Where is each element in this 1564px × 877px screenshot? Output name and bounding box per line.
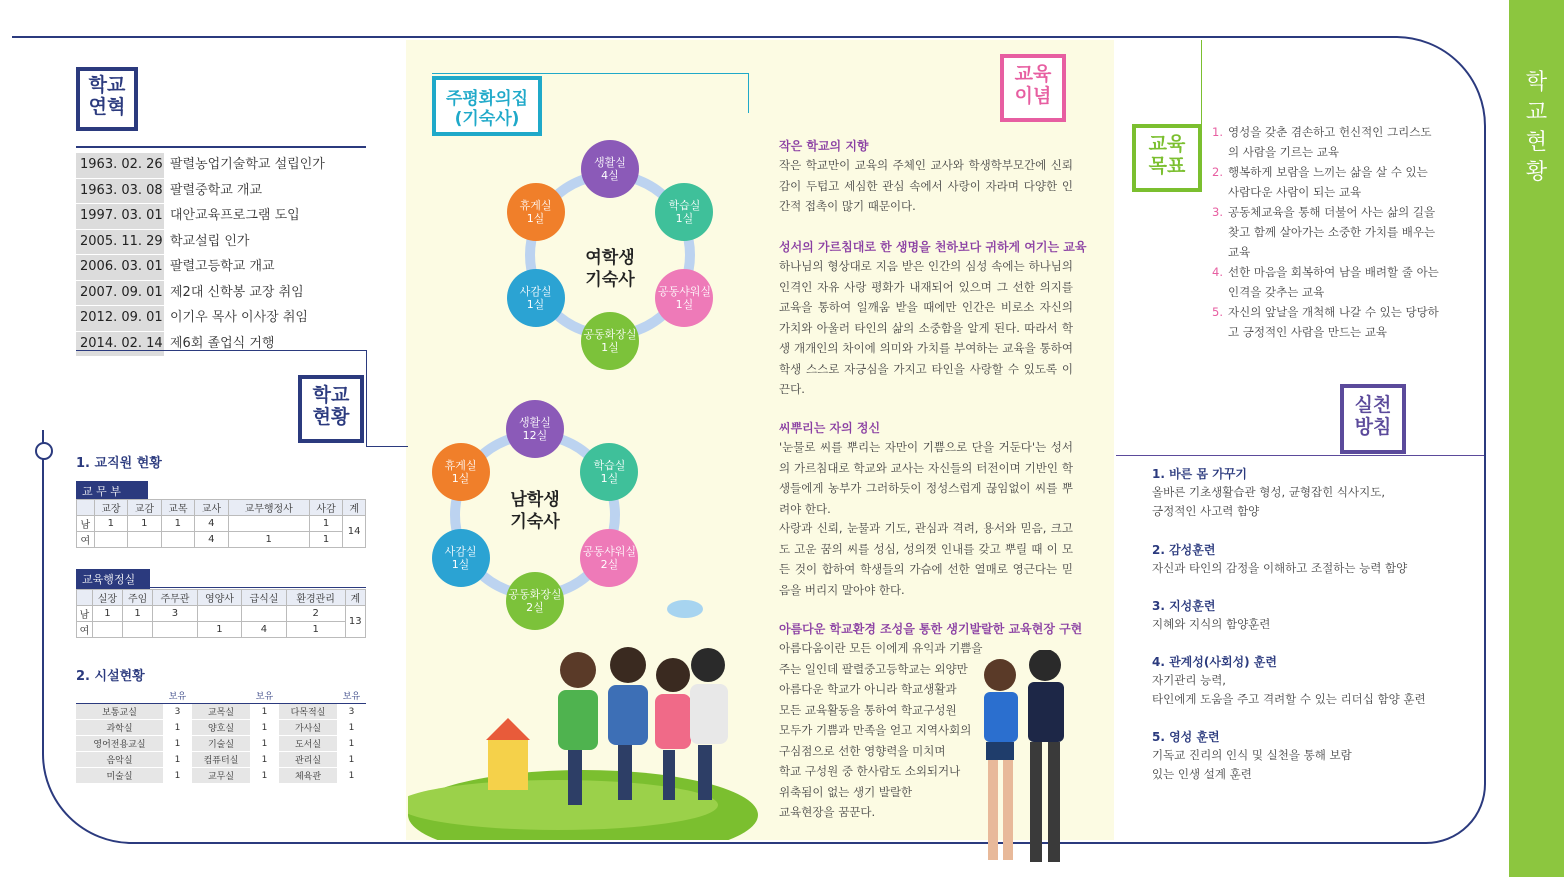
boy-head-icon <box>1029 650 1061 681</box>
history-text: 이기우 목사 이사장 취임 <box>170 310 308 325</box>
girl-head-icon <box>984 659 1016 691</box>
practice-item-text <box>1152 746 1352 784</box>
practice-item-title: 4. 관계성(사회성) 훈련 <box>1152 655 1277 669</box>
goal-number: 2. <box>1212 165 1223 179</box>
dorm-title-line2: (기숙사) <box>454 108 520 129</box>
dorm-room-node <box>581 312 639 370</box>
table-cell: 4 <box>242 622 287 638</box>
facility-count: 1 <box>250 736 279 752</box>
dorm-room-name: 사감실 <box>519 284 552 298</box>
facility-row <box>76 768 366 784</box>
dorm-room-label <box>583 328 636 354</box>
frame-dot <box>35 442 53 460</box>
facility-header: 보유 <box>337 688 366 704</box>
table-cell: 1 <box>92 606 122 622</box>
table-cell: 1 <box>286 622 345 638</box>
couple-illustration <box>970 650 1080 877</box>
ideology-title-line2: 이념 <box>1014 84 1052 107</box>
dorm-room-name: 공동화장실 <box>508 587 562 601</box>
girls-center-label <box>572 247 648 291</box>
sidebar-title-char: 현 <box>1525 130 1548 155</box>
teachers-tag: 교 무 부 <box>76 481 148 501</box>
table-header: 주임 <box>123 590 153 606</box>
table-header: 교감 <box>128 500 162 516</box>
practice-item-title: 5. 영성 훈련 <box>1152 730 1220 744</box>
table-cell <box>153 622 198 638</box>
practice-line: 자기관리 능력, <box>1152 673 1226 687</box>
sidebar-title-char: 황 <box>1525 160 1548 185</box>
ideology-line: 모든 교육활동을 통하여 학교구성원 <box>779 702 957 717</box>
dorm-room-name: 공동샤워실 <box>657 284 712 298</box>
facility-name: 컴퓨터실 <box>192 752 250 768</box>
dorm-room-count: 1실 <box>601 341 619 354</box>
dorm-room-label <box>669 199 701 225</box>
ideology-title-3: 씨뿌리는 자의 정신 <box>779 421 881 435</box>
history-row <box>76 281 366 307</box>
table-header: 주무관 <box>153 590 198 606</box>
table-header: 급식실 <box>242 590 287 606</box>
table-header: 교목 <box>161 500 195 516</box>
dorm-room-label <box>519 416 551 442</box>
practice-item-title: 1. 바른 몸 가꾸기 <box>1152 467 1247 481</box>
facility-name: 양호실 <box>192 720 250 736</box>
practice-item-text <box>1152 615 1270 634</box>
admin-tag-line <box>76 587 366 588</box>
practice-item-title: 2. 감성훈련 <box>1152 543 1216 557</box>
dorm-room-count: 1실 <box>451 558 470 571</box>
history-title-box <box>76 67 138 131</box>
practice-line: 타인에게 도움을 주고 격려할 수 있는 리더십 함양 훈련 <box>1152 692 1426 706</box>
sidebar-title-char: 교 <box>1525 100 1548 125</box>
goals-connector <box>1201 40 1202 125</box>
history-date: 2007. 09. 01 <box>76 281 164 306</box>
goals-title-line1: 교육 <box>1148 133 1186 155</box>
dorm-room-node <box>581 140 639 198</box>
facility-table <box>76 688 366 784</box>
goal-text: 행복하게 보람을 느끼는 삶을 살 수 있는 사람다운 사람이 되는 교육 <box>1228 165 1428 199</box>
practice-item-text <box>1152 559 1407 578</box>
boys-center-line2: 기숙사 <box>510 512 560 533</box>
table-cell: 3 <box>153 606 198 622</box>
facility-count: 3 <box>337 704 366 720</box>
frame-left-line <box>42 450 44 750</box>
row-label: 남 <box>77 516 95 532</box>
table-total: 13 <box>345 606 365 638</box>
girls-center-line1: 여학생 <box>585 248 635 268</box>
goal-number: 4. <box>1212 265 1223 279</box>
table-header: 실장 <box>92 590 122 606</box>
student-head-icon <box>560 652 596 688</box>
dorm-room-name: 사감실 <box>444 544 477 558</box>
table-row <box>77 622 366 638</box>
ideology-line: 위축됨이 없는 생기 발랄한 <box>779 784 913 799</box>
table-cell: 2 <box>286 606 345 622</box>
table-cell: 1 <box>309 516 343 532</box>
frame-top-line <box>12 36 52 38</box>
table-cell: 1 <box>128 516 162 532</box>
history-text: 대안교육프로그램 도입 <box>170 208 300 223</box>
history-row <box>76 179 366 205</box>
history-connector <box>366 350 367 446</box>
history-row <box>76 153 366 179</box>
ideology-text-3: '눈물로 씨를 뿌리는 자만이 기쁨으로 단을 거둔다'는 성서의 가르침대로 학교와 교사는 자신들의 터전이며 기반인 학생들에게 농부가 그러하듯이 정성스럽게 끊임없이 씨를 뿌려야 한다. <box>779 440 1073 516</box>
history-row <box>76 306 366 332</box>
table-cell: 1 <box>309 532 343 548</box>
facility-name: 도서실 <box>279 736 337 752</box>
history-date: 2005. 11. 29 <box>76 230 164 255</box>
status-title-line1: 학교 <box>312 384 350 406</box>
dorm-room-name: 생활실 <box>519 415 551 429</box>
dorm-room-node <box>507 183 565 241</box>
facility-header: 보유 <box>163 688 192 704</box>
ideology-text-3b: 사랑과 신뢰, 눈물과 기도, 관심과 격려, 용서와 믿음, 크고도 고운 꿈의 씨를 성심, 성의껏 인내를 갖고 뿌릴 때 이 모든 것이 합하여 학생들의 가슴에 선한 열매로 영근다는 믿음을 버리지 말아야 한다. <box>779 521 1073 597</box>
practice-line: 자신과 타인의 감정을 이해하고 조절하는 능력 함양 <box>1152 561 1408 575</box>
table-cell <box>94 532 128 548</box>
history-row <box>76 332 366 358</box>
dorm-room-count: 1실 <box>675 298 694 311</box>
facility-row <box>76 736 366 752</box>
dorm-room-name: 휴게실 <box>444 458 477 472</box>
ideology-title-4: 아름다운 학교환경 조성을 통한 생기발랄한 교육현장 구현 <box>779 622 1083 636</box>
dorm-room-label <box>594 459 626 485</box>
goal-text: 선한 마음을 회복하여 남을 배려할 줄 아는 인격을 갖추는 교육 <box>1228 265 1439 299</box>
ideology-line: 모두가 기쁨과 만족을 얻고 지역사회의 <box>779 723 972 737</box>
table-header <box>77 590 93 606</box>
facility-name: 미술실 <box>76 768 163 784</box>
facility-row <box>76 720 366 736</box>
facility-name: 교무실 <box>192 768 250 784</box>
practice-item-text <box>1152 483 1385 521</box>
table-cell <box>92 622 122 638</box>
goal-item <box>1212 302 1442 342</box>
status-connector <box>366 446 408 447</box>
history-text: 팔렬중학교 개교 <box>170 182 263 198</box>
history-date: 2006. 03. 01 <box>76 255 164 280</box>
ideology-line: 아름다운 학교가 아니라 학교생활과 <box>779 682 957 696</box>
dorm-room-count: 12실 <box>522 429 548 442</box>
table-total: 14 <box>343 516 366 548</box>
facility-name: 과학실 <box>76 720 163 736</box>
dorm-room-label <box>520 285 552 311</box>
facility-header-blank <box>192 688 250 704</box>
goal-item <box>1212 162 1442 202</box>
goal-number: 3. <box>1212 205 1223 219</box>
cloud-icon <box>665 595 705 620</box>
girls-center-line2: 기숙사 <box>585 270 635 291</box>
dorm-room-count: 1실 <box>600 472 619 485</box>
history-text: 팔렬농업기술학교 설립인가 <box>170 157 325 172</box>
table-cell <box>161 532 195 548</box>
boys-center-line1: 남학생 <box>510 490 560 510</box>
row-label: 남 <box>77 606 93 622</box>
dorm-title-box <box>432 76 542 136</box>
row-label: 여 <box>77 622 93 638</box>
table-header: 환경관리 <box>286 590 345 606</box>
goals-title-line2: 목표 <box>1148 154 1186 177</box>
history-row <box>76 230 366 256</box>
table-cell: 4 <box>195 532 229 548</box>
history-date: 2012. 09. 01 <box>76 306 164 331</box>
facility-count: 1 <box>250 720 279 736</box>
table-row <box>77 516 366 532</box>
table-row <box>77 606 366 622</box>
dorm-room-name: 생활실 <box>594 155 626 169</box>
history-row <box>76 255 366 281</box>
facility-count: 1 <box>163 736 192 752</box>
dorm-room-count: 1실 <box>451 472 470 485</box>
school-building-icon <box>488 740 528 790</box>
dorm-room-count: 1실 <box>675 212 694 225</box>
facility-header: 보유 <box>250 688 279 704</box>
sidebar-title <box>1509 68 1564 188</box>
dorm-room-count: 2실 <box>526 601 544 614</box>
table-cell <box>128 532 162 548</box>
history-text: 제2대 신학봉 교장 취임 <box>170 284 304 300</box>
table-header <box>77 500 95 516</box>
table-cell <box>242 606 287 622</box>
table-cell <box>123 622 153 638</box>
ideology-title-box <box>1000 54 1066 122</box>
table-header: 교무행정사 <box>228 500 309 516</box>
dorm-room-label <box>445 459 477 485</box>
goal-text: 영성을 갖춘 겸손하고 헌신적인 그리스도의 사람을 기르는 교육 <box>1228 125 1432 159</box>
facility-count: 1 <box>163 768 192 784</box>
ideology-line: 아름다움이란 모든 이에게 유익과 기쁨을 <box>779 641 983 655</box>
sidebar <box>1509 0 1564 877</box>
facility-count: 1 <box>250 768 279 784</box>
facility-name: 기술실 <box>192 736 250 752</box>
history-title-line1: 학교 <box>88 74 126 96</box>
facility-name: 가사실 <box>279 720 337 736</box>
goal-number: 5. <box>1212 305 1223 319</box>
facility-name: 영어전용교실 <box>76 736 163 752</box>
table-header: 계 <box>343 500 366 516</box>
goals-list <box>1212 122 1442 342</box>
dorm-room-name: 공동샤워실 <box>582 544 637 558</box>
facility-name: 음악실 <box>76 752 163 768</box>
dorm-room-name: 학습실 <box>668 198 701 212</box>
history-date: 1963. 03. 08 <box>76 179 164 204</box>
history-row <box>76 204 366 230</box>
history-date: 1997. 03. 01 <box>76 204 164 229</box>
table-header: 교장 <box>94 500 128 516</box>
history-divider <box>76 146 366 148</box>
facility-name: 다목적실 <box>279 704 337 720</box>
practice-line: 지혜와 지식의 함양훈련 <box>1152 617 1271 631</box>
history-title-line2: 연혁 <box>88 95 126 118</box>
practice-line: 기독교 진리의 인식 및 실천을 통해 보람 <box>1152 748 1352 762</box>
ideology-title-line1: 교육 <box>1014 63 1052 85</box>
table-cell: 1 <box>228 532 309 548</box>
dorm-room-label <box>583 545 636 571</box>
teachers-table <box>76 499 366 548</box>
status-title-line2: 현황 <box>312 405 350 428</box>
table-cell: 4 <box>195 516 229 532</box>
dorm-room-count: 1실 <box>526 298 545 311</box>
ideology-title-2: 성서의 가르침대로 한 생명을 천하보다 귀하게 여기는 교육 <box>779 240 1087 254</box>
goal-item <box>1212 202 1442 262</box>
facility-name: 체육관 <box>279 768 337 784</box>
table-header: 계 <box>345 590 365 606</box>
facility-count: 1 <box>163 720 192 736</box>
dorm-room-label <box>658 285 711 311</box>
dorm-room-count: 1실 <box>526 212 545 225</box>
goal-item <box>1212 122 1442 162</box>
facility-row <box>76 752 366 768</box>
practice-line: 올바른 기초생활습관 형성, 균형잡힌 식사지도, <box>1152 485 1386 499</box>
status-title-box <box>298 375 364 443</box>
dorm-room-node <box>506 400 564 458</box>
facility-heading: 2. 시설현황 <box>76 669 145 684</box>
facility-count: 1 <box>250 752 279 768</box>
dorm-line-right <box>748 73 749 113</box>
facility-name: 관리실 <box>279 752 337 768</box>
ideology-line: 교육현장을 꿈꾼다. <box>779 805 876 819</box>
dorm-room-name: 휴게실 <box>519 198 552 212</box>
dorm-room-count: 4실 <box>601 169 619 182</box>
practice-title-box <box>1340 384 1406 454</box>
dorm-title-line1: 주평화의집 <box>445 89 529 109</box>
goal-number: 1. <box>1212 125 1223 139</box>
dorm-room-label <box>445 545 477 571</box>
table-cell: 1 <box>197 622 242 638</box>
history-date: 1963. 02. 26 <box>76 153 164 178</box>
goal-item <box>1212 262 1442 302</box>
history-text: 학교설립 인가 <box>170 233 250 249</box>
practice-title-line1: 실천 <box>1354 394 1392 416</box>
students-illustration <box>408 600 758 840</box>
table-cell: 1 <box>161 516 195 532</box>
ideology-text-1: 작은 학교만이 교육의 주체인 교사와 학생학부모간에 신뢰감이 두텁고 세심한 관심 속에서 사랑이 자라며 다양한 인간적 접촉이 많기 때문이다. <box>779 158 1073 213</box>
practice-title-line2: 방침 <box>1354 415 1392 438</box>
admin-tag: 교육행정실 <box>76 569 150 589</box>
facility-count: 3 <box>163 704 192 720</box>
practice-line <box>1116 455 1484 456</box>
facility-count: 1 <box>163 752 192 768</box>
practice-line: 긍정적인 사고력 함양 <box>1152 504 1260 518</box>
facility-header-blank <box>279 688 337 704</box>
table-header: 교사 <box>195 500 229 516</box>
table-cell <box>228 516 309 532</box>
dorm-room-node <box>432 529 490 587</box>
history-text: 팔렬고등학교 개교 <box>170 259 275 274</box>
table-header: 사감 <box>309 500 343 516</box>
facility-count: 1 <box>337 736 366 752</box>
facility-name: 보통교실 <box>76 704 163 720</box>
history-date: 2014. 02. 14 <box>76 332 164 357</box>
goal-text: 공동체교육을 통해 더불어 사는 삶의 길을 찾고 함께 살아가는 소중한 가치를 배우는 교육 <box>1228 205 1436 259</box>
dorm-line-top <box>432 73 748 74</box>
ideology-text-2: 하나님의 형상대로 지음 받은 인간의 심성 속에는 하나님의 인격인 자유 사랑 평화가 내재되어 있으며 그 선한 의지를 교육을 통하여 일깨움 받을 때에만 인간은 비로소 자신의 가치와 아울러 타인의 삶의 소중함을 알게 된다. 따라서 학생 개개인의 차이에 의미와 가치를 부여하는 교육을 통하여 학생 스스로 자긍심을 가지고 타인을 사랑할 수 있도록 이끈다. <box>779 259 1073 396</box>
dorm-room-label <box>594 156 626 182</box>
facility-count: 1 <box>250 704 279 720</box>
table-cell: 1 <box>94 516 128 532</box>
dorm-room-count: 2실 <box>600 558 619 571</box>
row-label: 여 <box>77 532 95 548</box>
dorm-room-label <box>520 199 552 225</box>
sidebar-title-char: 학 <box>1525 70 1548 95</box>
history-text: 제6회 졸업식 거행 <box>170 335 275 351</box>
dorm-room-name: 공동화장실 <box>583 327 637 341</box>
facility-count: 1 <box>337 752 366 768</box>
practice-item-title: 3. 지성훈련 <box>1152 599 1216 613</box>
table-row <box>77 532 366 548</box>
table-header: 영양사 <box>197 590 242 606</box>
staff-heading: 1. 교직원 현황 <box>76 456 162 471</box>
history-list <box>76 153 366 357</box>
ideology-line: 주는 일인데 팔렬중고등학교는 외양만 <box>779 661 968 676</box>
frame-gap <box>0 0 44 430</box>
practice-line: 있는 인생 설계 훈련 <box>1152 767 1252 781</box>
dorm-room-node <box>507 269 565 327</box>
facility-count: 1 <box>337 768 366 784</box>
facility-row <box>76 704 366 720</box>
facility-name: 교목실 <box>192 704 250 720</box>
ideology-title-1: 작은 학교의 지향 <box>779 139 869 153</box>
facility-count: 1 <box>337 720 366 736</box>
ideology-line: 학교 구성원 중 한사람도 소외되거나 <box>779 764 961 778</box>
admin-table <box>76 589 366 638</box>
dorm-room-name: 학습실 <box>593 458 626 472</box>
ideology-line: 구심점으로 선한 영향력을 미치며 <box>779 743 946 758</box>
history-bottom-line <box>76 350 366 351</box>
table-cell: 1 <box>123 606 153 622</box>
goals-title-box <box>1132 124 1202 192</box>
facility-header-blank <box>76 688 163 704</box>
table-cell <box>197 606 242 622</box>
dorm-room-node <box>432 443 490 501</box>
goal-text: 자신의 앞날을 개척해 나갈 수 있는 당당하고 긍정적인 사람을 만드는 교육 <box>1228 305 1439 339</box>
practice-item-text <box>1152 671 1426 709</box>
boys-center-label <box>497 489 573 533</box>
